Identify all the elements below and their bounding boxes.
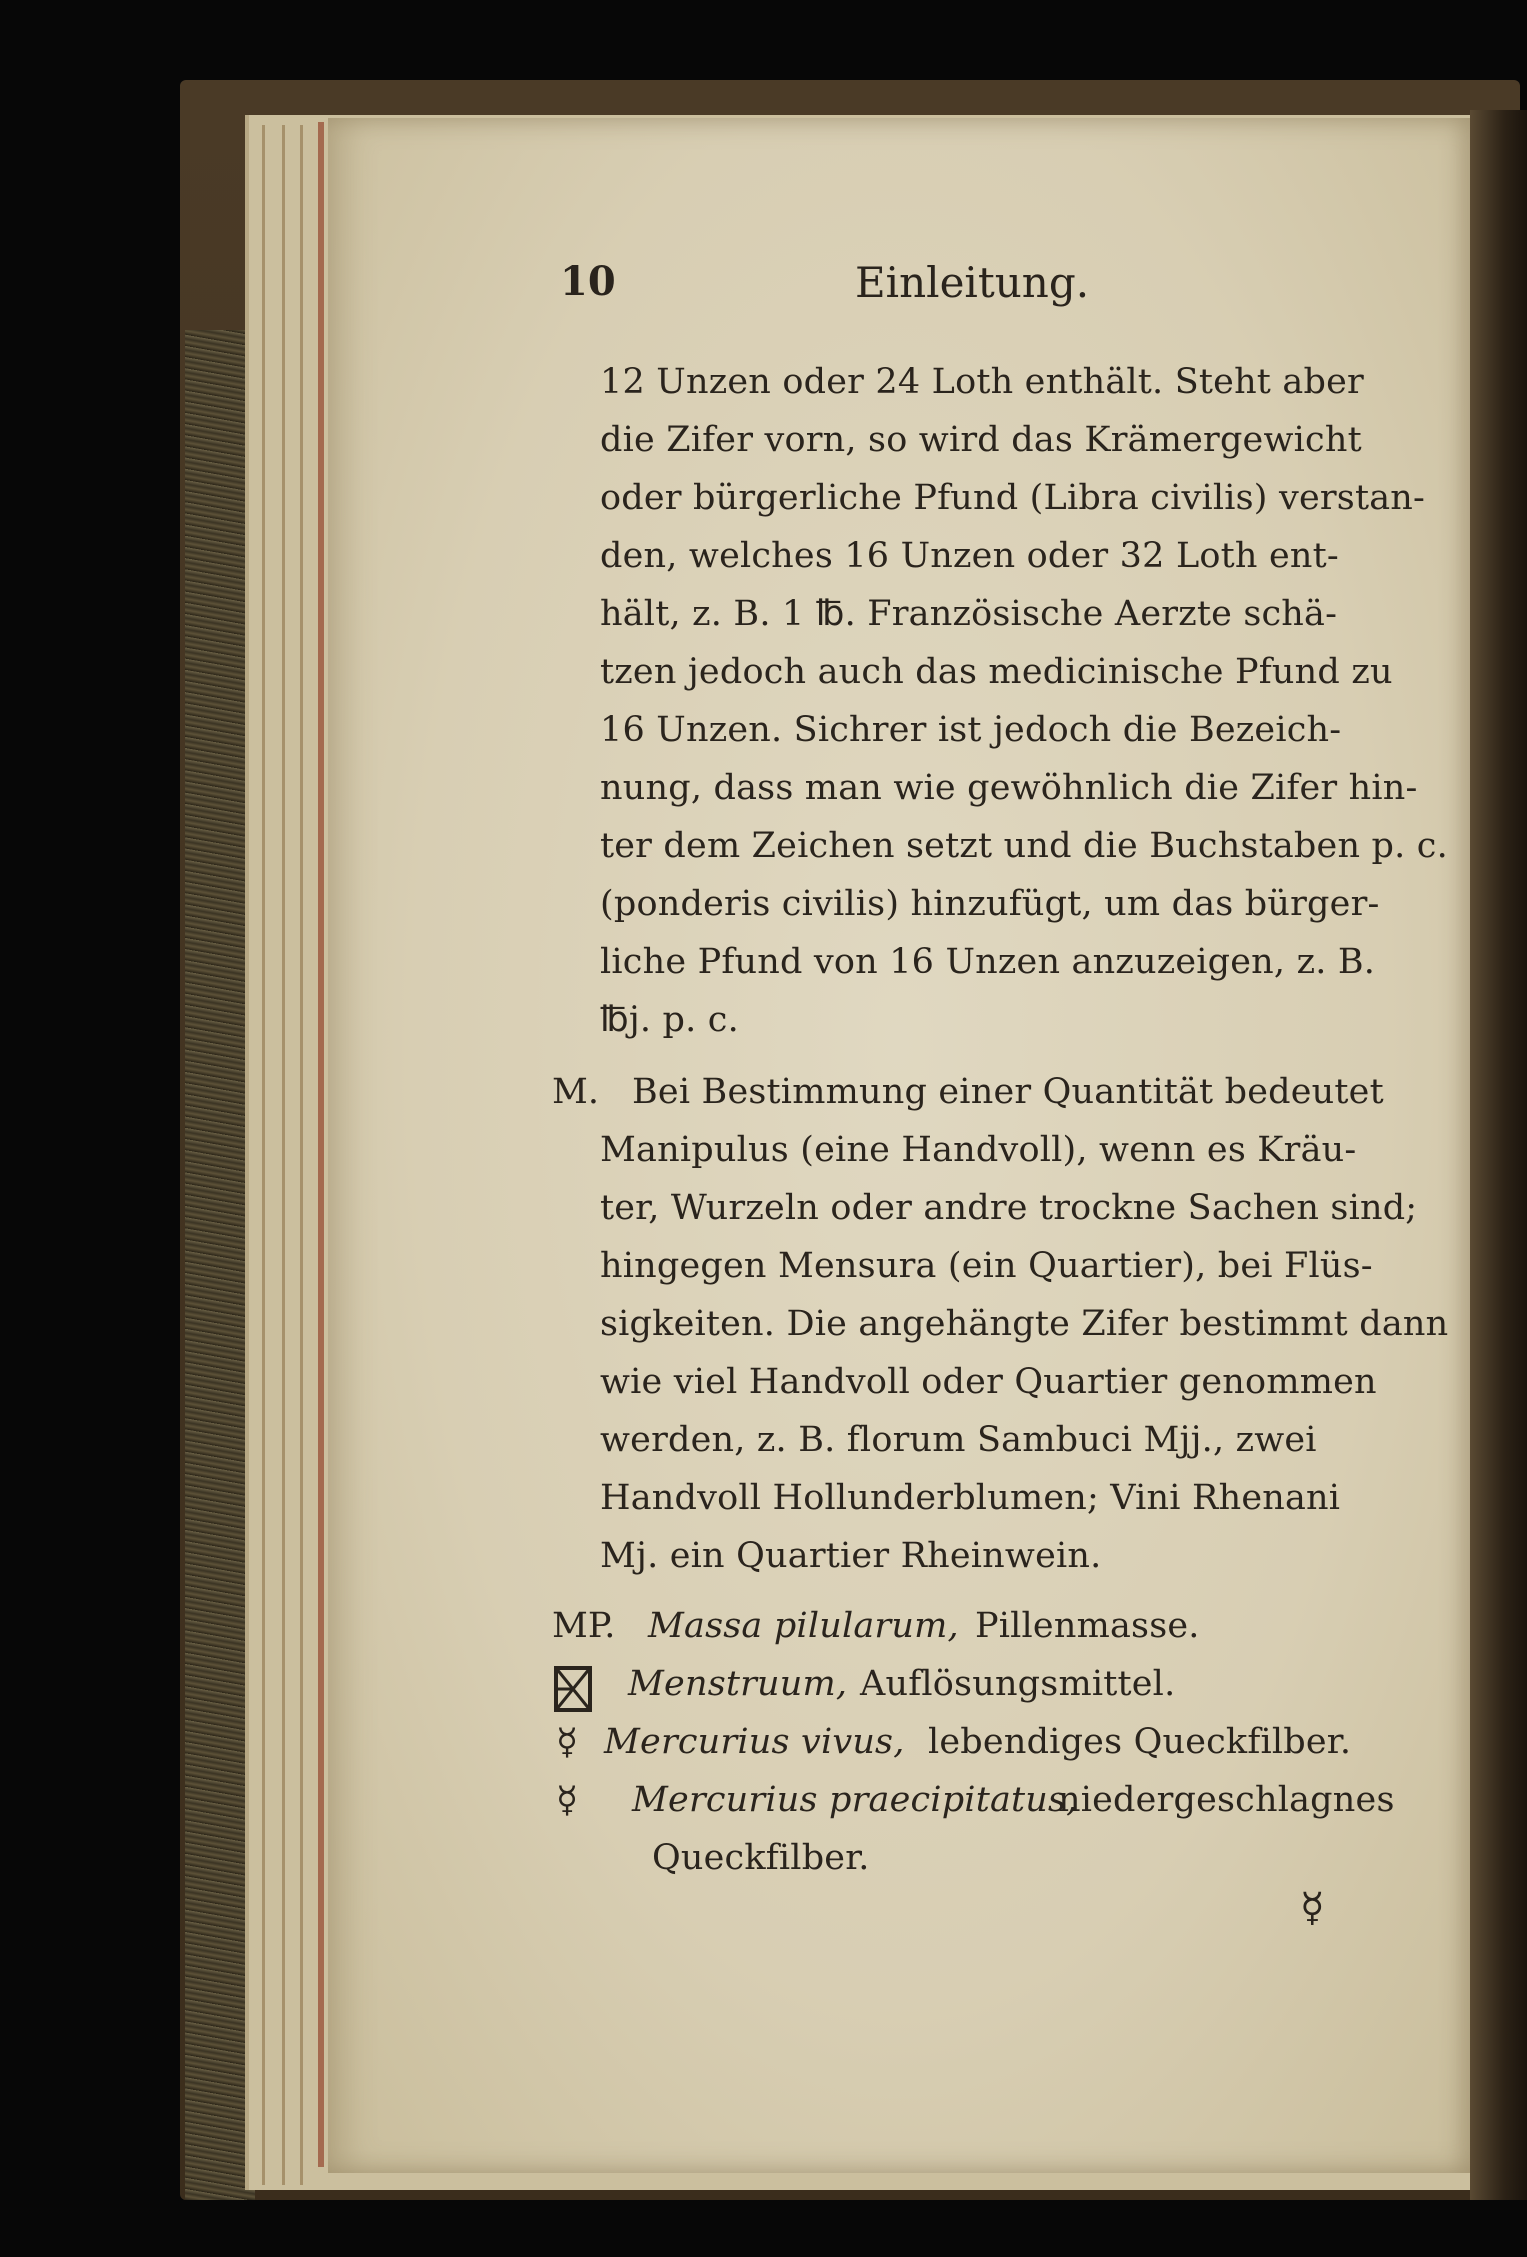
text-line: 12 Unzen oder 24 Loth enthält. Steht aber — [600, 362, 1364, 402]
german-gloss: niedergeschlagnes — [1058, 1780, 1395, 1820]
text-line: Manipulus (eine Handvoll), wenn es Kräu- — [600, 1130, 1357, 1170]
text-line: liche Pfund von 16 Unzen anzuzeigen, z. B. — [600, 942, 1376, 982]
text-line: werden, z. B. florum Sambuci Mjj., zwei — [600, 1420, 1317, 1460]
page-edge-line — [262, 125, 265, 2185]
text-line: den, welches 16 Unzen oder 32 Loth ent- — [600, 536, 1339, 576]
red-page-edge — [318, 122, 324, 2167]
text-line: ter, Wurzeln oder andre trockne Sachen sind; — [600, 1188, 1418, 1228]
mercury-symbol: ☿ — [556, 1722, 579, 1763]
page-edge-line — [282, 125, 285, 2185]
german-gloss: Auflösungsmittel. — [860, 1664, 1176, 1704]
text-line: 16 Unzen. Sichrer ist jedoch die Bezeich- — [600, 710, 1342, 750]
entry-abbreviation: MP. — [552, 1606, 616, 1646]
text-line: oder bürgerliche Pfund (Libra civilis) verstan- — [600, 478, 1426, 518]
menstruum-box-symbol — [553, 1665, 593, 1713]
text-line: Handvoll Hollunderblumen; Vini Rhenani — [600, 1478, 1341, 1518]
mercury-precipitate-symbol: ☿ — [556, 1780, 579, 1821]
latin-term: Massa pilularum, — [648, 1606, 959, 1646]
german-gloss: lebendiges Queckfilber. — [928, 1722, 1352, 1762]
text-line: hingegen Mensura (ein Quartier), bei Flüs- — [600, 1246, 1373, 1286]
text-line: ter dem Zeichen setzt und die Buchstaben p. c. — [600, 826, 1448, 866]
latin-term: Menstruum, — [628, 1664, 848, 1704]
text-line: Bei Bestimmung einer Quantität bedeutet — [632, 1072, 1384, 1112]
text-line: tzen jedoch auch das medicinische Pfund zu — [600, 652, 1393, 692]
latin-term: Mercurius vivus, — [604, 1722, 905, 1762]
running-header: Einleitung. — [855, 258, 1090, 307]
text-line: die Zifer vorn, so wird das Krämergewicht — [600, 420, 1362, 460]
text-line: (ponderis civilis) hinzufügt, um das bürger- — [600, 884, 1380, 924]
text-line: sigkeiten. Die angehängte Zifer bestimmt dann — [600, 1304, 1449, 1344]
latin-term: Mercurius praecipitatus, — [632, 1780, 1078, 1820]
entry-abbreviation: M. — [552, 1072, 599, 1112]
text-line: nung, dass man wie gewöhnlich die Zifer hin- — [600, 768, 1418, 808]
page-edge-line — [300, 125, 303, 2185]
catchword-symbol: ☿ — [1300, 1885, 1325, 1931]
german-gloss: Pillenmasse. — [975, 1606, 1200, 1646]
text-line: ℔j. p. c. — [600, 1000, 739, 1040]
text-line: Mj. ein Quartier Rheinwein. — [600, 1536, 1102, 1576]
page-number: 10 — [560, 258, 616, 305]
german-gloss-continued: Queckfilber. — [652, 1838, 870, 1878]
book-gutter — [1470, 110, 1527, 2200]
text-line: wie viel Handvoll oder Quartier genommen — [600, 1362, 1377, 1402]
text-line: hält, z. B. 1 ℔. Französische Aerzte schä- — [600, 594, 1338, 634]
